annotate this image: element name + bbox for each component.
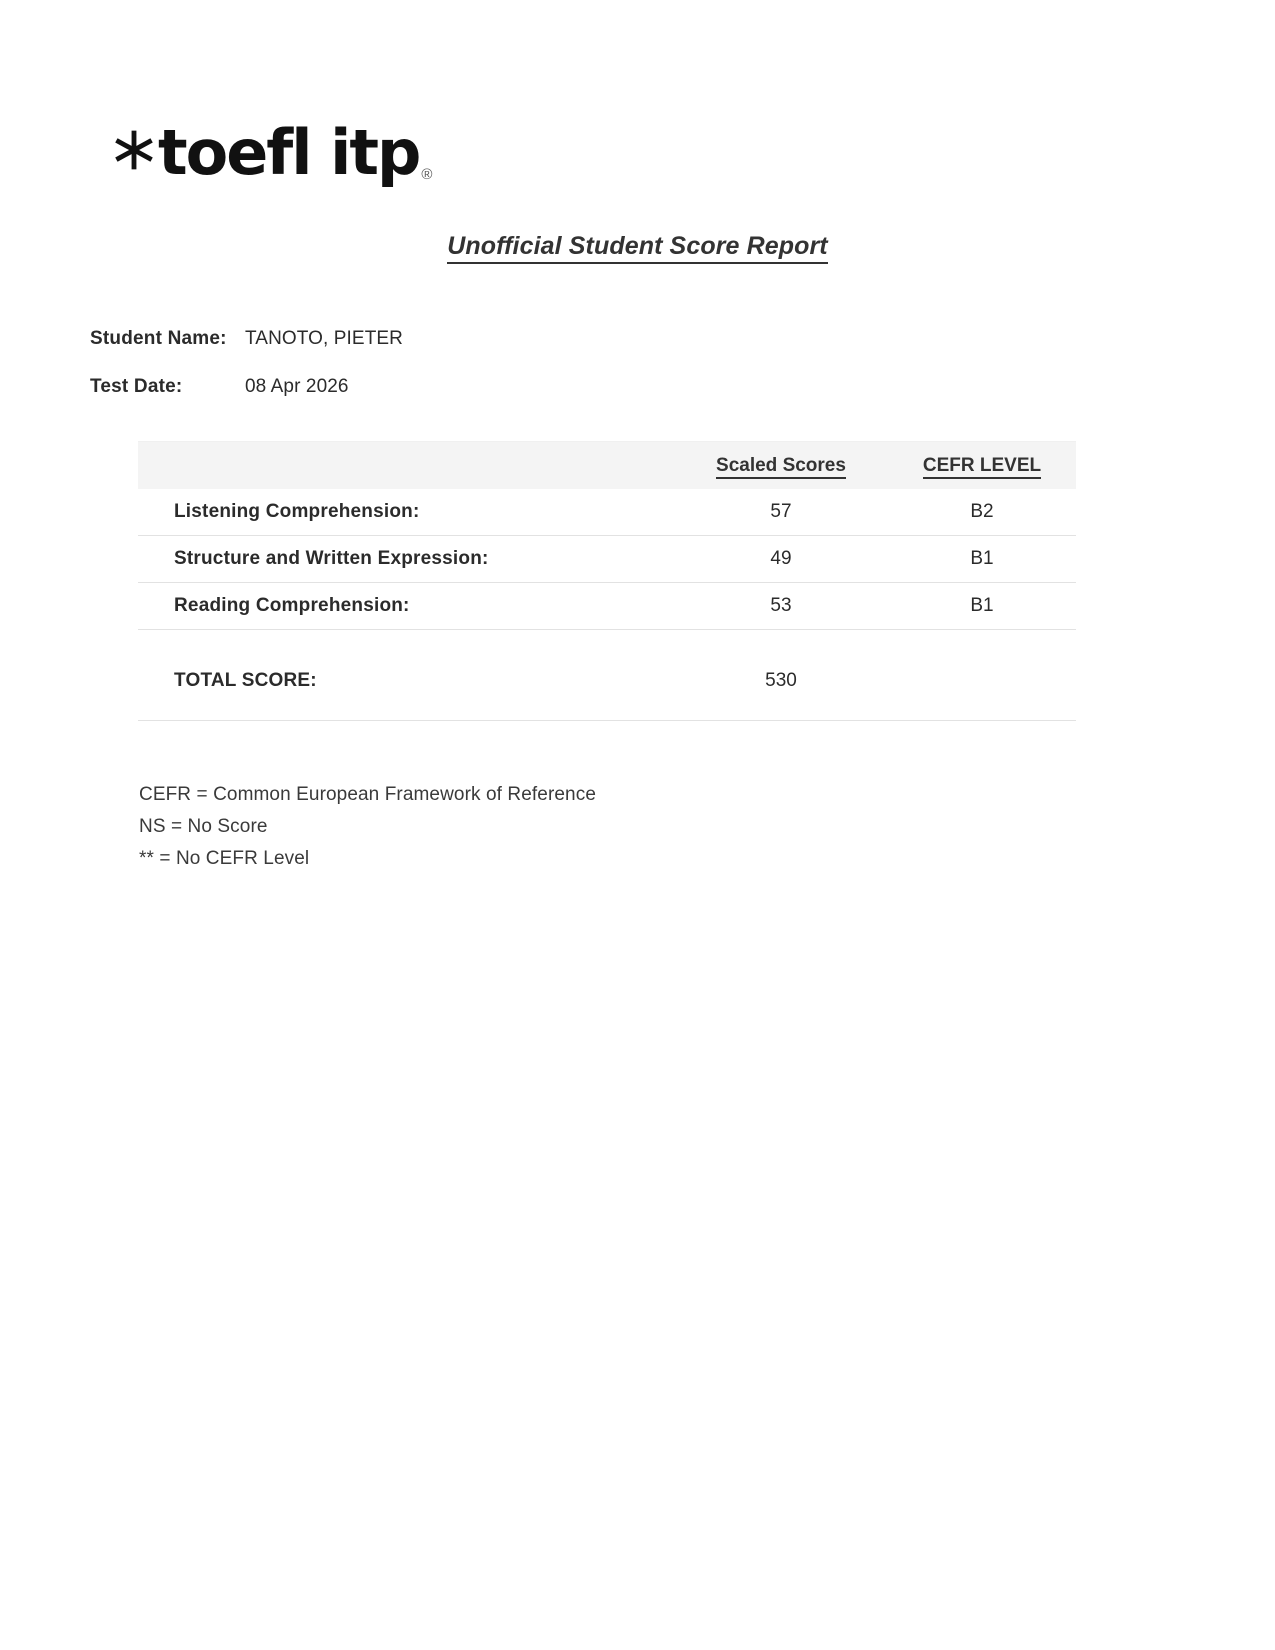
section-score: 57: [770, 501, 792, 522]
section-cefr: B1: [970, 595, 994, 616]
test-date-row: [90, 376, 790, 402]
legend-item-no-cefr-level: ** = No CEFR Level: [139, 848, 310, 869]
page-title-text: Unofficial Student Score Report: [447, 232, 827, 264]
test-date-label: Test Date:: [90, 376, 183, 397]
table-header-cefr-level-text: CEFR LEVEL: [923, 455, 1041, 479]
table-row: [138, 583, 1076, 630]
section-cefr: B2: [970, 501, 994, 522]
table-header-cefr-level: [888, 455, 1076, 477]
score-table: [138, 441, 1076, 721]
student-name-label: Student Name:: [90, 328, 227, 349]
student-info: [90, 328, 790, 424]
toefl-itp-logo: [112, 104, 433, 189]
logo-wordmark: toefl itp: [158, 116, 420, 189]
section-score: 53: [770, 595, 792, 616]
table-row: [138, 536, 1076, 583]
total-score-row: [138, 658, 1076, 721]
legend-item-cefr: CEFR = Common European Framework of Reference: [139, 784, 596, 805]
section-label: Reading Comprehension:: [174, 595, 410, 616]
asterisk-star-icon: [112, 128, 156, 172]
total-score-label: TOTAL SCORE:: [174, 670, 317, 691]
table-header-scaled-scores: [674, 455, 888, 477]
test-date-value: 08 Apr 2026: [245, 376, 349, 397]
student-name-value: TANOTO, PIETER: [245, 328, 403, 349]
section-label: Listening Comprehension:: [174, 501, 420, 522]
table-header-scaled-scores-text: Scaled Scores: [716, 455, 846, 479]
section-score: 49: [770, 548, 792, 569]
page-title: [0, 232, 1275, 261]
total-score-value: 530: [765, 670, 797, 691]
section-cefr: B1: [970, 548, 994, 569]
section-label: Structure and Written Expression:: [174, 548, 489, 569]
registered-trademark-icon: ®: [421, 166, 433, 183]
table-header-row: [138, 441, 1076, 489]
legend-item-ns: NS = No Score: [139, 816, 268, 837]
table-row: [138, 489, 1076, 536]
student-name-row: [90, 328, 790, 354]
legend: [139, 779, 596, 875]
